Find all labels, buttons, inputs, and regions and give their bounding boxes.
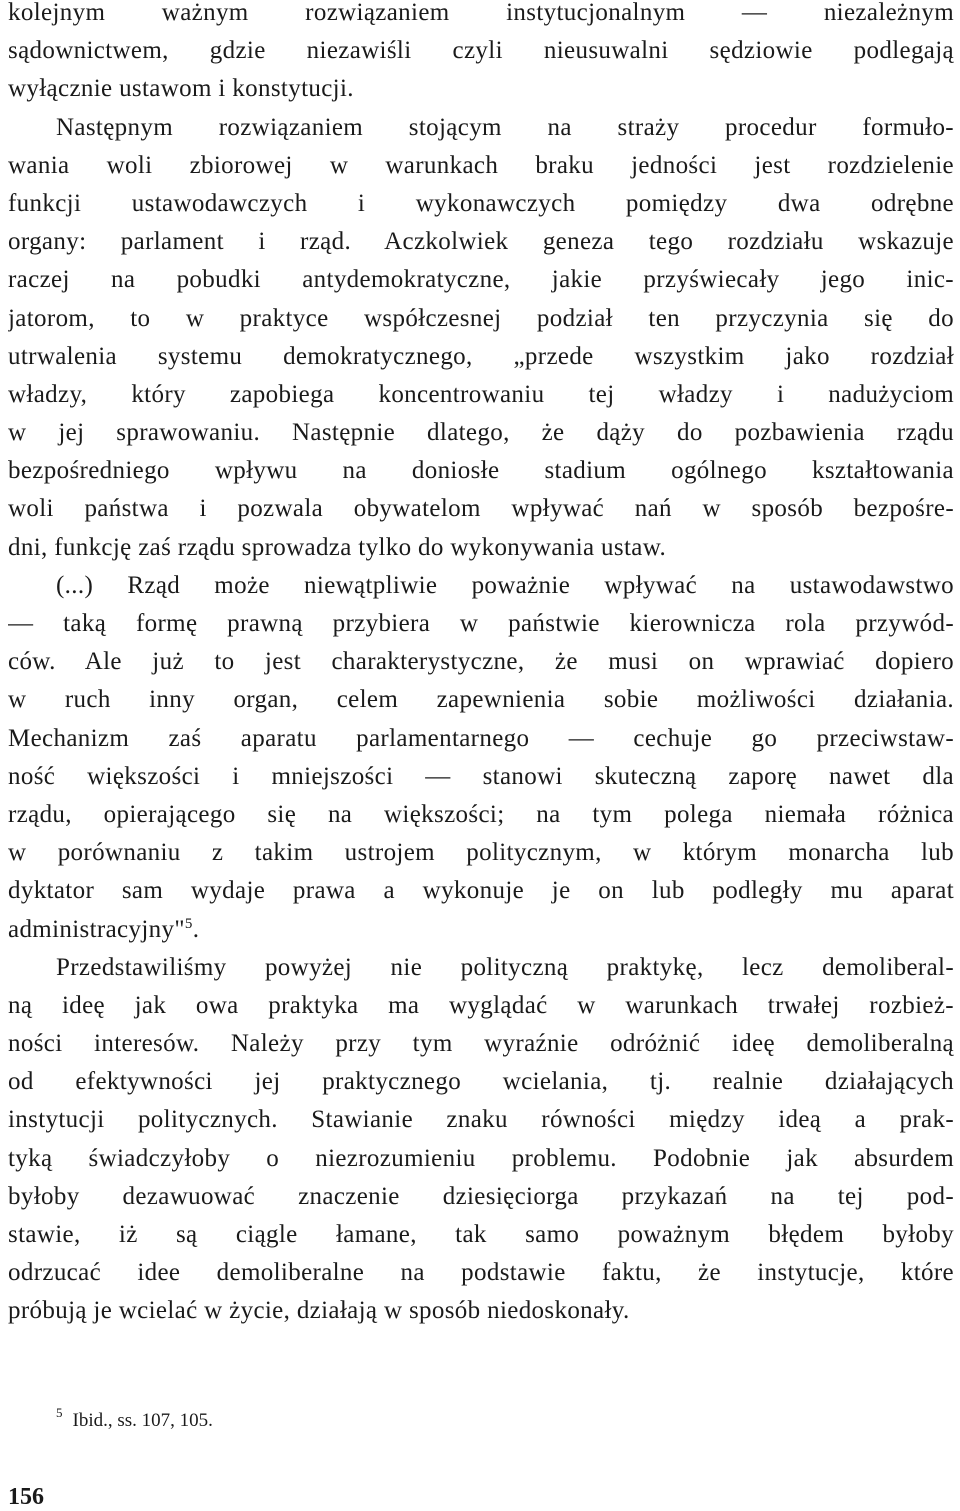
text-line: Przedstawiliśmy powyżej nie polityczną praktykę, lecz demoliberal- <box>56 953 954 981</box>
footnote-text: Ibid., ss. 107, 105. <box>72 1410 213 1431</box>
text-line: od efektywności jej praktycznego wcielania, tj. realnie działających <box>8 1068 954 1096</box>
text-line: raczej na pobudki antydemokratyczne, jakie przyświecały jego inic- <box>8 266 954 294</box>
text-line: tyką świadczyłoby o niezrozumieniu problemu. Podobnie jak absurdem <box>8 1144 954 1172</box>
text-line: dni, funkcję zaś rządu sprowadza tylko do wykonywania ustaw. <box>8 533 667 561</box>
text-line: w porównaniu z takim ustrojem politycznym, w którym monarcha lub <box>8 839 954 867</box>
text-line: w jej sprawowaniu. Następnie dlatego, że dąży do pozbawienia rządu <box>8 419 954 447</box>
text-line: organy: parlament i rząd. Aczkolwiek geneza tego rozdziału wskazuje <box>8 228 954 256</box>
text-line: dyktator sam wydaje prawa a wykonuje je on lub podległy mu aparat <box>8 877 954 905</box>
text-line: Następnym rozwiązaniem stojącym na straży procedur formuło- <box>56 113 954 141</box>
text-line: Mechanizm zaś aparatu parlamentarnego — cechuje go przeciwstaw- <box>8 724 954 752</box>
text-line: próbują je wcielać w życie, działają w sposób niedoskonały. <box>8 1297 630 1325</box>
quote-end-text: administracyjny" <box>8 915 185 943</box>
text-line: woli państwa i pozwala obywatelom wpływać nań w sposób bezpośre- <box>8 495 954 523</box>
text-line: instytucji politycznych. Stawianie znaku równości między ideą a prak- <box>8 1106 954 1134</box>
text-line: kolejnym ważnym rozwiązaniem instytucjonalnym — niezależnym <box>8 0 954 26</box>
text-line <box>8 911 954 949</box>
text-line: (...) Rząd może niewątpliwie poważnie wpływać na ustawodawstwo <box>56 571 954 599</box>
text-line: sądownictwem, gdzie niezawiśli czyli nieusuwalni sędziowie podlegają <box>8 37 954 65</box>
footnote <box>56 1405 213 1434</box>
footnote-number: 5 <box>56 1405 63 1420</box>
text-line: wyłącznie ustawom i konstytucji. <box>8 75 354 103</box>
text-line: utrwalenia systemu demokratycznego, „przede wszystkim jako rozdział <box>8 342 954 370</box>
text-line: stawie, iż są ciągle łamane, tak samo poważnym błędem byłoby <box>8 1221 954 1248</box>
text-line: wania woli zbiorowej w warunkach braku jedności jest rozdzielenie <box>8 151 954 179</box>
text-line: władzy, który zapobiega koncentrowaniu tej władzy i nadużyciom <box>8 380 954 408</box>
page-number: 156 <box>8 1484 44 1510</box>
text-line: byłoby dezawuować znaczenie dziesięciorga przykazań na tej pod- <box>8 1182 954 1210</box>
body-text <box>8 0 954 1331</box>
text-line: funkcji ustawodawczych i wykonawczych pomiędzy dwa odrębne <box>8 189 954 217</box>
text-line: ności interesów. Należy przy tym wyraźnie odróżnić ideę demoliberalną <box>8 1030 954 1058</box>
text-line: — taką formę prawną przybiera w państwie kierownicza rola przywód- <box>8 610 954 637</box>
text-line: ną ideę jak owa praktyka ma wyglądać w warunkach trwałej rozbież- <box>8 991 954 1019</box>
text-line: bezpośredniego wpływu na doniosłe stadium ogólnego kształtowania <box>8 457 954 485</box>
text-line: w ruch inny organ, celem zapewnienia sobie możliwości działania. <box>8 686 954 714</box>
text-line: rządu, opierającego się na większości; na tym polega niemała różnica <box>8 800 954 828</box>
text-line: jatorom, to w praktyce współczesnej podział ten przyczynia się do <box>8 304 954 332</box>
quote-end-punct: . <box>192 915 200 943</box>
text-line: odrzucać idee demoliberalne na podstawie faktu, że instytucje, które <box>8 1259 954 1287</box>
text-line: ców. Ale już to jest charakterystyczne, że musi on wprawiać dopiero <box>8 648 954 676</box>
footnote-reference[interactable]: 5 <box>184 915 193 932</box>
text-line: ność większości i mniejszości — stanowi skuteczną zaporę nawet dla <box>8 762 954 790</box>
